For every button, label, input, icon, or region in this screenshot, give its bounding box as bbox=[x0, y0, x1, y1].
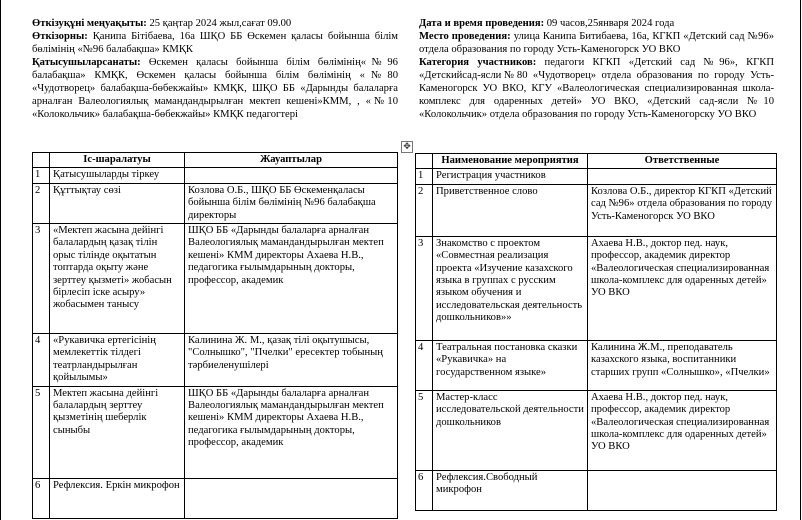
table-row: 4 Театральная постановка сказки «Рукавичка» на государственном языке» Калинина Ж.М., преподаватель казахского языка, воспитанники старших групп «Солнышко», «Пчелки» bbox=[416, 340, 777, 390]
table-row: 6 Рефлексия. Еркін микрофон bbox=[33, 478, 398, 518]
right-date: Дата и время проведения: 09 часов,25января 2024 года bbox=[419, 18, 675, 29]
left-participants: Қатысушыларсанаты: Өскемен қаласы бойынша білім бөлімінің«№96 балабақша» КМҚК, Өскемен қаласы бойынша білім бөлімінің «№80 «Чудотворец» балабақша-бөбекжайы» КМҚК, ШҚО ББ «Дарынды балаларға арналған Валеологиялық мамандандырылған мектеп кешені»КММ, , «№10 «Колокольчик» балабақша-бөбекжайы» КМҚК педагогтері bbox=[32, 57, 398, 120]
left-venue: Өткізорны: Қанипа Бітібаева, 16а ШҚО ББ Өскемен қаласы бойынша білім бөлімінің «№96 балабақша» КМҚК bbox=[32, 31, 398, 55]
header-event: Наименование мероприятия bbox=[433, 154, 588, 169]
table-row: 5 Мектеп жасына дейінгі балалардың зерттеу қызметінің шеберлік сыныбы ШҚО ББ «Дарынды балаларға арналған Валеологиялық мамандандырылған мектеп кешені» КММ директоры Ахаева Н.В., педагогика ғылымдарының докторы, профессор, академик bbox=[33, 386, 398, 478]
right-category: Категория участников: педагоги КГКП «Детский сад №96», КГКП «Детскийсад-ясли№80 «Чудотворец» отдела образования по городу Усть-Каменогорск УО ВКО, КГУ «Валеологическая специализированная школа-комплекс для одаренных детей» УО ВКО, «Детский сад-ясли №10 «Колокольчик» отдела образования по городу Усть-Каменогорску УО ВКО bbox=[419, 57, 774, 120]
header-number bbox=[33, 153, 50, 168]
table-row: 4 «Рукавичка ертегісінің мемлекеттік тілдегі театрландырылған қойылымы» Калинина Ж. М., қазақ тілі оқытушысы, "Солнышко", "Пчелки" ересектер тобының тәрбиеленушілері bbox=[33, 334, 398, 387]
table-row: 6 Рефлексия.Свободный микрофон bbox=[416, 470, 777, 510]
page-edge-right bbox=[800, 0, 801, 520]
table-row: 2 Құттықтау сөзі Козлова О.Б., ШҚО ББ Өскеменқаласы бойынша білім бөлімінің №96 балабақша директоры bbox=[33, 183, 398, 223]
table-row: 5 Мастер-класс исследовательской деятельности дошкольников Ахаева Н.В., доктор пед. наук, профессор, академик директор «Валеологическая специализированная школа-комплекс для одаренных детей» УО ВКО bbox=[416, 390, 777, 470]
table-row: 1 Қатысушыларды тіркеу bbox=[33, 168, 398, 183]
move-icon[interactable]: ✥ bbox=[401, 141, 413, 153]
header-event: Іс-шаралатуы bbox=[50, 153, 185, 168]
header-responsible: Ответственные bbox=[588, 154, 777, 169]
right-program-table bbox=[415, 153, 777, 511]
table-row: 1 Регистрация участников bbox=[416, 169, 777, 184]
right-header bbox=[419, 17, 774, 121]
left-program-table bbox=[32, 152, 398, 519]
table-row: 2 Приветственное слово Козлова О.Б., директор КГКП «Детский сад №96» отдела образования по городу Усть-Каменогорск УО ВКО bbox=[416, 184, 777, 236]
page-edge-left bbox=[0, 0, 1, 520]
header-number bbox=[416, 154, 433, 169]
right-venue: Место проведения: улица Канипа Битибаева, 16а, КГКП «Детский сад №96» отдела образования по городу Усть-Каменогорск УО ВКО bbox=[419, 31, 774, 55]
left-date: Өткізуқұні меңуақыты: 25 қаңтар 2024 жыл,сағат 09.00 bbox=[32, 18, 292, 29]
header-responsible: Жауаптылар bbox=[185, 153, 398, 168]
table-row: 3 Знакомство с проектом «Совместная реализация проекта «Изучение казахского языка в группах с русским языком обучения и исследовательская деятельность дошкольников»» Ахаева Н.В., доктор пед. наук, профессор, академик директор «Валеологическая специализированная школа-комплекс для одаренных детей» УО ВКО bbox=[416, 236, 777, 340]
table-header-row bbox=[416, 154, 777, 169]
table-row: 3 «Мектеп жасына дейінгі балалардың қазақ тілін орыс тілінде оқытатын топтарда оқыту және зерттеу қызметі» жобасын бірлесіп іске асыру» жобасымен танысу ШҚО ББ «Дарынды балаларға арналған Валеологиялық мамандандырылған мектеп кешені» КММ директоры Ахаева Н.В., педагогика ғылымдарының докторы, профессор, академик bbox=[33, 224, 398, 334]
table-header-row bbox=[33, 153, 398, 168]
left-header bbox=[32, 17, 398, 121]
